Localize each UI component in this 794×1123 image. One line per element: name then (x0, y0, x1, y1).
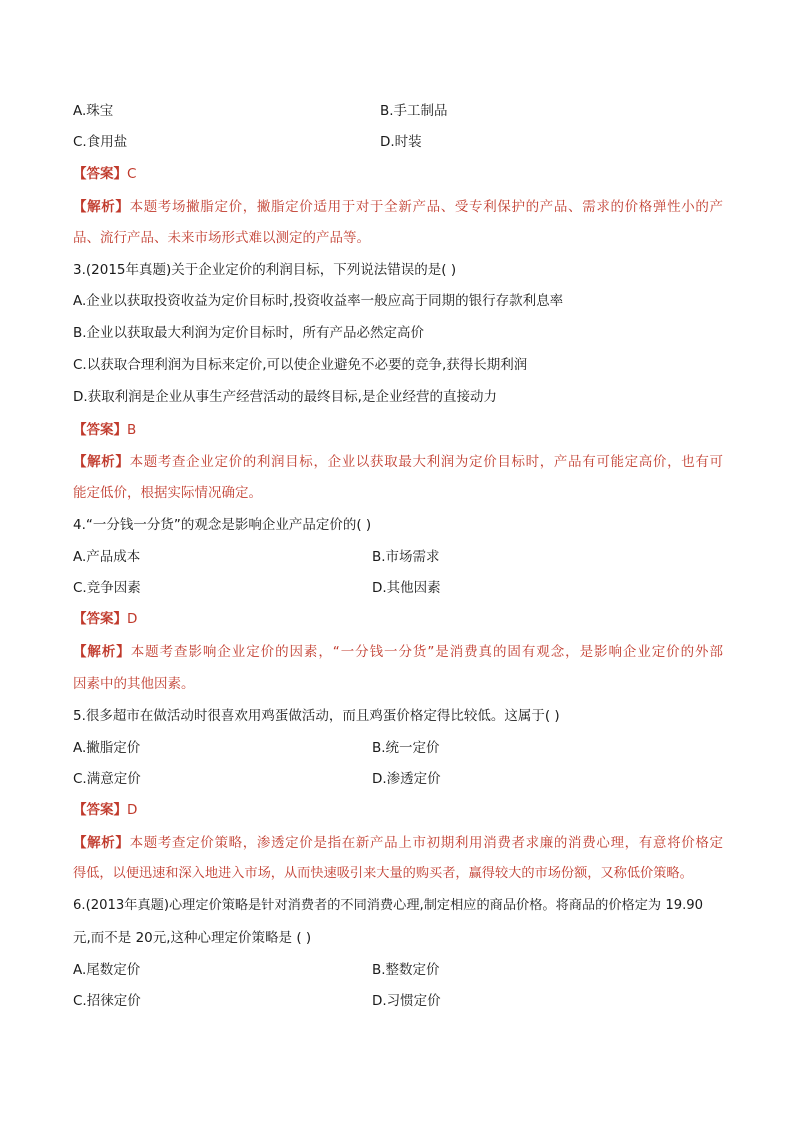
analysis-text: 本题考场撇脂定价，撇脂定价适用于对于全新产品、受专利保护的产品、需求的价格弹性小的产 (129, 199, 723, 215)
q6-stem-line-2: 元,而不是 20元,这种心理定价策略是 ( ) (73, 930, 312, 946)
q4-option-b: B.市场需求 (372, 549, 440, 565)
answer-value: B (127, 422, 137, 438)
q2-option-a: A.珠宝 (73, 103, 114, 119)
q5-option-c: C.满意定价 (73, 771, 141, 787)
q4-analysis-line-1 (73, 643, 723, 661)
q3-option-b: B.企业以获取最大利润为定价目标时，所有产品必然定高价 (73, 325, 425, 341)
q6-option-d: D.习惯定价 (372, 993, 441, 1009)
q5-analysis-line-2: 得低，以便迅速和深入地进入市场，从而快速吸引来大量的购买者，赢得较大的市场份额，又称低价策略。 (73, 866, 693, 881)
q4-option-d: D.其他因素 (372, 580, 441, 596)
q3-option-d: D.获取利润是企业从事生产经营活动的最终目标,是企业经营的直接动力 (73, 389, 497, 405)
q4-option-a: A.产品成本 (73, 549, 141, 565)
answer-value: D (127, 802, 138, 818)
q2-option-d: D.时装 (380, 134, 422, 150)
q6-option-b: B.整数定价 (372, 962, 440, 978)
analysis-label: 【解析】 (73, 454, 130, 470)
q3-answer (73, 421, 136, 439)
q2-analysis-line-1 (73, 198, 723, 216)
q4-analysis-line-2: 因素中的其他因素。 (73, 676, 195, 692)
q3-analysis-line-2: 能定低价，根据实际情况确定。 (73, 485, 262, 501)
q4-stem: 4.“一分钱一分货”的观念是影响企业产品定价的( ) (73, 517, 372, 533)
q2-answer (73, 165, 136, 183)
answer-label: 【答案】 (73, 611, 127, 627)
analysis-text: 本题考查企业定价的利润目标，企业以获取最大利润为定价目标时，产品有可能定高价，也有可 (129, 454, 723, 470)
q5-answer (73, 801, 137, 819)
answer-value: C (127, 166, 137, 182)
answer-label: 【答案】 (73, 802, 127, 818)
q6-stem-line-1: 6.(2013年真题)心理定价策略是针对消费者的不同消费心理,制定相应的商品价格。将商品的价格定为 19.90 (73, 898, 704, 913)
analysis-text: 本题考查影响企业定价的因素，“一分钱一分货”是消费真的固有观念，是影响企业定价的外部 (130, 644, 723, 660)
q5-analysis-line-1 (73, 834, 723, 852)
answer-label: 【答案】 (73, 422, 127, 438)
analysis-label: 【解析】 (73, 644, 131, 660)
q6-option-a: A.尾数定价 (73, 962, 141, 978)
answer-label: 【答案】 (73, 166, 127, 182)
q2-option-c: C.食用盐 (73, 134, 128, 150)
q3-option-a: A.企业以获取投资收益为定价目标时,投资收益率一般应高于同期的银行存款利息率 (73, 293, 564, 309)
analysis-label: 【解析】 (73, 835, 130, 851)
analysis-label: 【解析】 (73, 199, 130, 215)
q5-option-b: B.统一定价 (372, 740, 440, 756)
q2-option-b: B.手工制品 (380, 103, 448, 119)
q5-stem: 5.很多超市在做活动时很喜欢用鸡蛋做活动，而且鸡蛋价格定得比较低。这属于( ) (73, 708, 560, 724)
q4-answer (73, 610, 137, 628)
q3-option-c: C.以获取合理利润为目标来定价,可以使企业避免不必要的竞争,获得长期利润 (73, 357, 528, 373)
q4-option-c: C.竞争因素 (73, 580, 141, 596)
q2-analysis-line-2: 品、流行产品、未来市场形式难以测定的产品等。 (73, 230, 370, 246)
q3-stem: 3.(2015年真题)关于企业定价的利润目标，下列说法错误的是( ) (73, 262, 457, 278)
analysis-text: 本题考查定价策略，渗透定价是指在新产品上市初期利用消费者求廉的消费心理，有意将价格定 (129, 835, 723, 851)
q5-option-a: A.撇脂定价 (73, 740, 141, 756)
answer-value: D (127, 611, 138, 627)
q3-analysis-line-1 (73, 453, 723, 471)
q5-option-d: D.渗透定价 (372, 771, 441, 787)
q6-option-c: C.招徕定价 (73, 993, 141, 1009)
